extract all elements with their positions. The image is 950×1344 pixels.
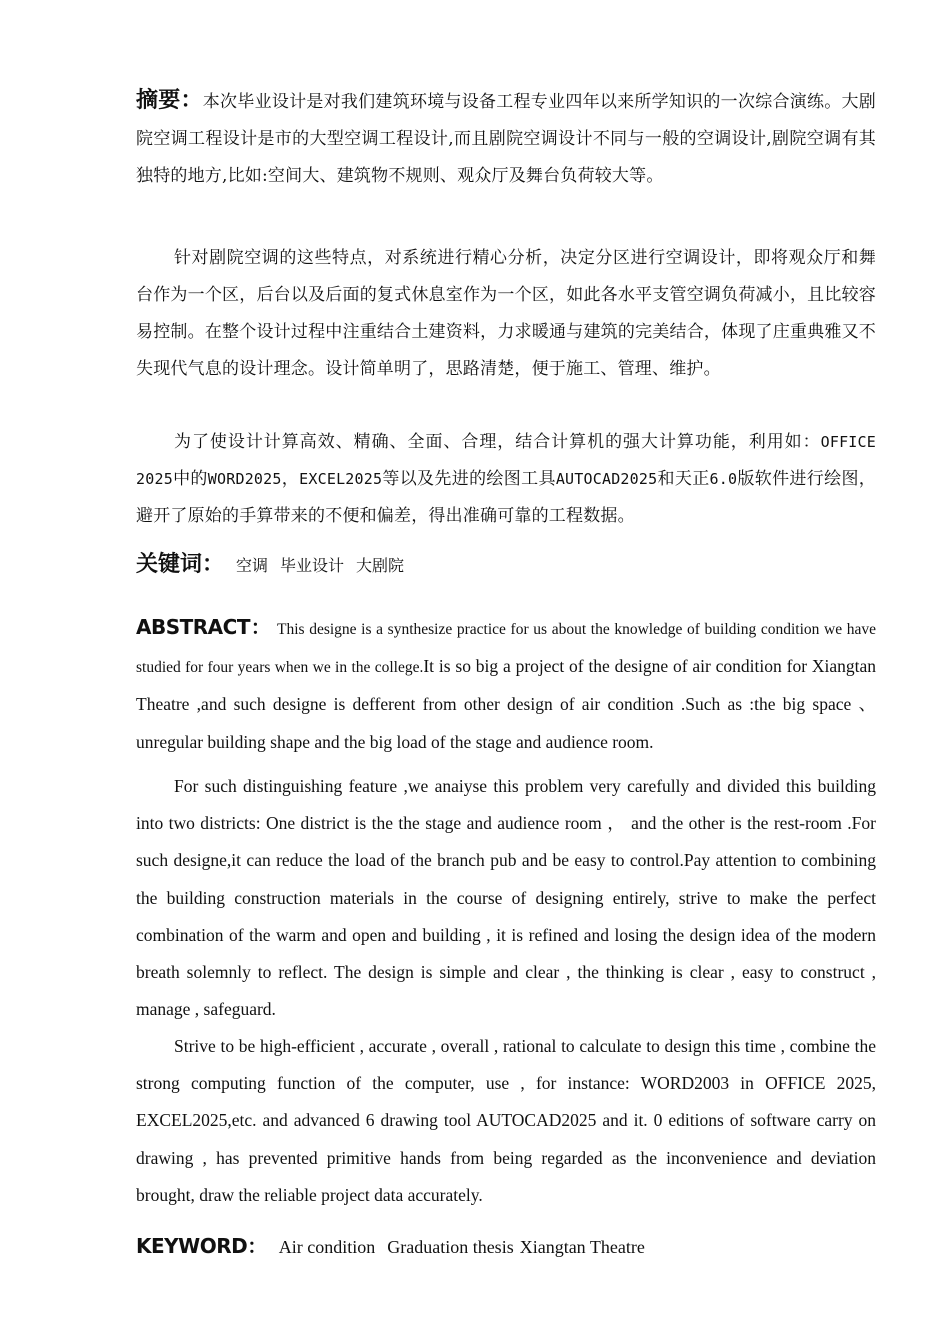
keyword-cn-1: 空调 — [236, 556, 269, 575]
keywords-cn-heading: 关键词： — [136, 552, 225, 577]
abstract-cn-paragraph-3 — [136, 424, 876, 535]
keyword-en-1: Air condition — [278, 1237, 376, 1257]
abstract-cn-text-3-lead: 为了使设计计算高效、精确、全面、合理，结合计算机的强大计算功能，利用如： — [174, 432, 821, 452]
abstract-cn-text-3-tail: 版软件进行绘图，避开了原始的手算带来的不便和偏差，得出准确可靠的工程数据。 — [136, 469, 877, 526]
keyword-en-3: Xiangtan Theatre — [519, 1237, 645, 1257]
abstract-en-text-1-small: This designe is a synthesize practice for us about the knowledge of building condition we have studied for four years when we in the college. — [136, 621, 876, 677]
keyword-en-2: Graduation thesis — [387, 1237, 514, 1257]
text-hetianzheng: 和天正 — [657, 469, 710, 489]
office-version: OFFICE 2025 — [136, 433, 876, 488]
keyword-cn-3: 大剧院 — [356, 556, 405, 575]
keyword-cn-2: 毕业设计 — [280, 556, 345, 575]
keywords-en-heading: KEYWORD： — [136, 1234, 267, 1258]
abstract-en-paragraph-2: For such distinguishing feature ,we anaiyse this problem very carefully and divided this building into two districts: One district is the the stage and audience room ， and the other is the rest-room .For such designe,it can reduce the load of the branch pub and be easy to control.Pay attention to combining the building construction materials in the course of designing entirely, strive to make the perfect combination of the warm and open and building , it is refined and losing the design idea of the modern breath solemnly to reflect. The design is simple and clear , the thinking is clear , easy to construct , manage , safeguard. — [136, 776, 876, 1020]
abstract-cn-paragraph-2: 针对剧院空调的这些特点，对系统进行精心分析，决定分区进行空调设计，即将观众厅和舞台作为一个区，后台以及后面的复式休息室作为一个区，如此各水平支管空调负荷减小，且比较容易控制。在整个设计过程中注重结合土建资料，力求暖通与建筑的完美结合，体现了庄重典雅又不失现代气息的设计理念。设计简单明了，思路清楚，便于施工、管理、维护。 — [136, 248, 876, 379]
abstract-en-heading: ABSTRACT： — [136, 615, 271, 639]
keywords-cn — [136, 545, 876, 587]
autocad-version: AUTOCAD2025 — [555, 470, 658, 488]
text-dengyiji: 等以及先进的绘图工具 — [382, 469, 556, 489]
text-comma: ， — [281, 469, 300, 489]
word-version: WORD2025 — [207, 470, 282, 488]
text-zhongde: 中的 — [172, 469, 208, 489]
abstract-en-paragraph-3: Strive to be high-efficient , accurate , overall , rational to calculate to design this time , combine the strong computing function of the computer, use , for instance: WORD2003 in OFFICE 2025, EXCEL2025,etc. and advanced 6 drawing tool AUTOCAD2025 and it. 0 editions of software carry on drawing , has prevented primitive hands from being regarded as the inconvenience and deviation brought, draw the reliable project data accurately. — [136, 1036, 876, 1205]
tianzheng-version: 6.0 — [709, 470, 738, 488]
abstract-cn-paragraph-1 — [136, 82, 876, 195]
abstract-en-text-1-rest: It is so big a project of the designe of air condition for Xiangtan Theatre ,and such designe is defferent from other design of air condition .Such as :the big space 、unregular building shape and the big load of the stage and audience room. — [136, 656, 877, 752]
excel-version: EXCEL2025 — [299, 470, 383, 488]
abstract-cn-heading: 摘要： — [136, 88, 203, 113]
keywords-en — [136, 1226, 876, 1269]
abstract-en-paragraph-1 — [136, 609, 876, 761]
abstract-cn-text-1: 本次毕业设计是对我们建筑环境与设备工程专业四年以来所学知识的一次综合演练。大剧院空调工程设计是市的大型空调工程设计,而且剧院空调设计不同与一般的空调设计,剧院空调有其独特的地方,比如:空间大、建筑物不规则、观众厅及舞台负荷较大等。 — [136, 92, 876, 186]
